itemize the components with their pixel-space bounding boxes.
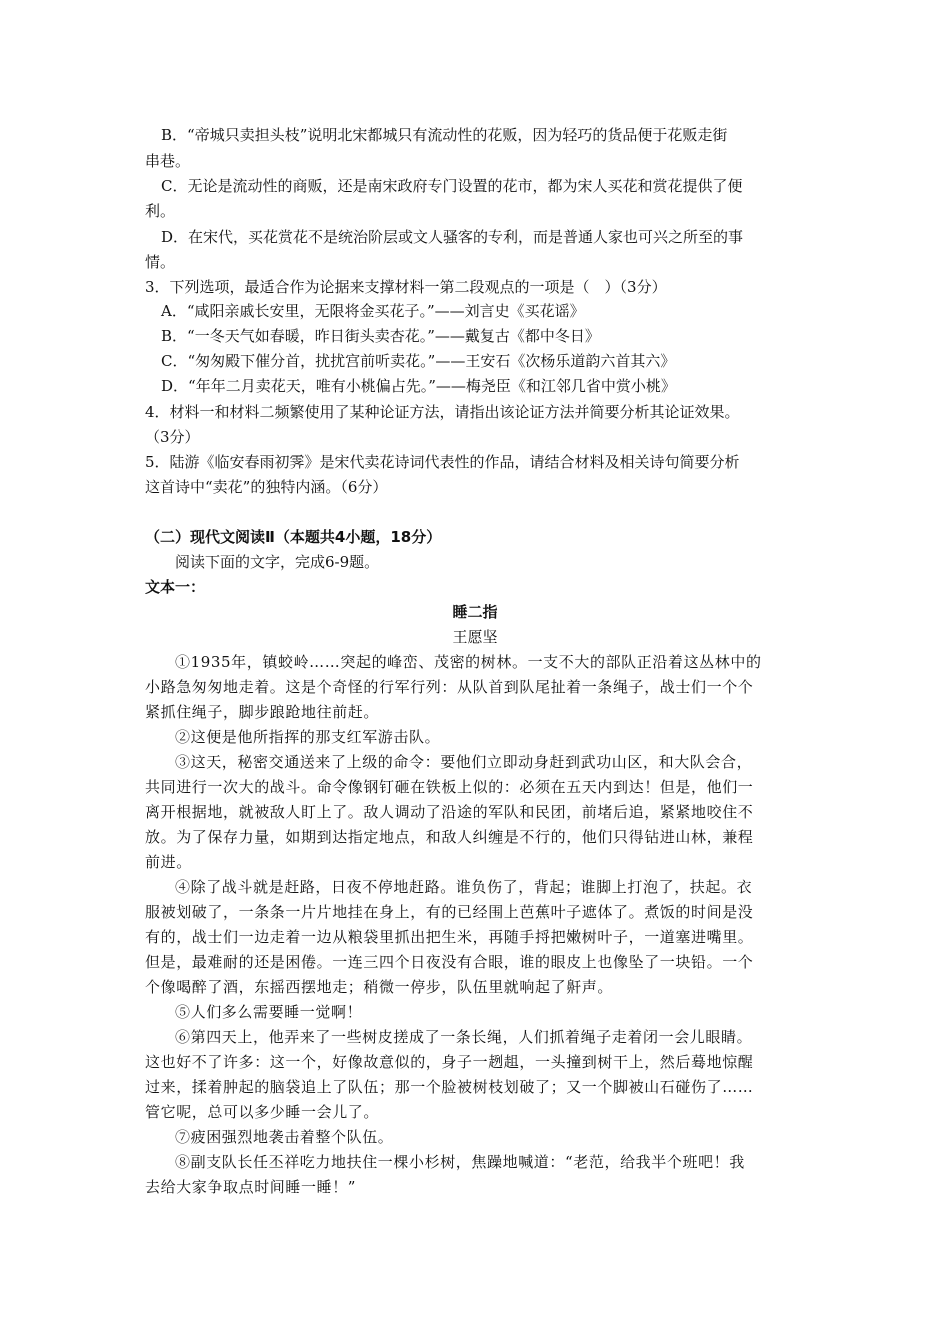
passage-line: 前进。 [145,853,192,871]
passage-line: 小路急匆匆地走着。这是个奇怪的行军行列：从队首到队尾扯着一条绳子，战士们一个个 [145,678,754,696]
story-author: 王愿坚 [452,628,498,646]
text-label: 文本一： [145,578,206,596]
option-c-line1: C．无论是流动性的商贩，还是南宋政府专门设置的花市，都为宋人买花和赏花提供了便 [161,177,743,195]
question-3: 3．下列选项，最适合作为论据来支撑材料一第二段观点的一项是（ ）（3分） [145,278,667,296]
story-title: 睡二指 [452,603,498,621]
passage-line: ⑦疲困强烈地袭击着整个队伍。 [175,1128,394,1146]
question-3-option-d: D．“年年二月卖花天，唯有小桃偏占先。”——梅尧臣《和江邻几省中赏小桃》 [161,377,676,395]
passage-line: 个像喝醉了酒，东摇西摆地走；稍微一停步，队伍里就响起了鼾声。 [145,978,614,996]
passage-line: ②这便是他所指挥的那支红军游击队。 [175,728,441,746]
passage-line: ①1935年，镇蛟岭……突起的峰峦、茂密的树林。一支不大的部队正沿着这丛林中的 [175,653,762,671]
reading-instruction: 阅读下面的文字，完成6-9题。 [175,553,380,571]
question-3-option-b: B．“一冬天气如春暖，昨日街头卖杏花。”——戴复古《都中冬日》 [161,327,600,345]
question-3-option-a: A．“咸阳亲戚长安里，无限将金买花子。”——刘言史《买花谣》 [161,302,585,320]
passage-line: 但是，最难耐的还是困倦。一连三四个日夜没有合眼，谁的眼皮上也像坠了一块铅。一个 [145,953,754,971]
passage-line: 服被划破了，一条条一片片地挂在身上，有的已经围上芭蕉叶子遮体了。煮饭的时间是没 [145,903,754,921]
question-5-line2: 这首诗中“卖花”的独特内涵。（6分） [145,478,388,496]
passage-line: 离开根据地，就被敌人盯上了。敌人调动了沿途的军队和民团，前堵后追，紧紧地咬住不 [145,803,754,821]
passage-line: 紧抓住绳子，脚步踉跄地往前赶。 [145,703,380,721]
question-5-line1: 5．陆游《临安春雨初霁》是宋代卖花诗词代表性的作品，请结合材料及相关诗句简要分析 [145,453,740,471]
option-b-line1: B．“帝城只卖担头枝”说明北宋都城只有流动性的花贩，因为轻巧的货品便于花贩走街 [161,126,728,144]
passage-line: 这也好不了许多：这一个，好像故意似的，身子一趔趄，一头撞到树干上，然后蓦地惊醒 [145,1053,754,1071]
question-3-option-c: C．“匆匆殿下催分首，扰扰宫前听卖花。”——王安石《次杨乐道韵六首其六》 [161,352,676,370]
passage-line: 有的，战士们一边走着一边从粮袋里抓出把生米，再随手捋把嫩树叶子，一道塞进嘴里。 [145,928,754,946]
option-b-line2: 串巷。 [145,152,191,170]
option-d-line2: 情。 [145,253,176,271]
option-c-line2: 利。 [145,202,176,220]
passage-line: ④除了战斗就是赶路，日夜不停地赶路。谁负伤了，背起；谁脚上打泡了，扶起。衣 [175,878,753,896]
question-4-line2: （3分） [145,428,200,446]
passage-line: ⑧副支队长任丕祥吃力地扶住一棵小杉树，焦躁地喊道：“老范，给我半个班吧！我 [175,1153,745,1171]
passage-line: 管它呢，总可以多少睡一会儿了。 [145,1103,380,1121]
passage-line: 去给大家争取点时间睡一睡！” [145,1178,357,1196]
question-4-line1: 4．材料一和材料二频繁使用了某种论证方法，请指出该论证方法并简要分析其论证效果。 [145,403,740,421]
section-title: （二）现代文阅读Ⅱ（本题共4小题，18分） [145,528,442,546]
passage-line: 过来，揉着肿起的脑袋追上了队伍；那一个脸被树枝划破了；又一个脚被山石碰伤了…… [145,1078,754,1096]
option-d-line1: D．在宋代，买花赏花不是统治阶层或文人骚客的专利，而是普通人家也可兴之所至的事 [161,228,744,246]
passage-line: 放。为了保存力量，如期到达指定地点，和敌人纠缠是不行的，他们只得钻进山林，兼程 [145,828,754,846]
passage-line: ③这天，秘密交通送来了上级的命令：要他们立即动身赶到武功山区，和大队会合， [175,753,753,771]
passage-line: 共同进行一次大的战斗。命令像钢钉砸在铁板上似的：必须在五天内到达！但是，他们一 [145,778,754,796]
passage-line: ⑥第四天上，他弄来了一些树皮搓成了一条长绳，人们抓着绳子走着闭一会儿眼睛。 [175,1028,753,1046]
passage-line: ⑤人们多么需要睡一觉啊！ [175,1003,363,1021]
